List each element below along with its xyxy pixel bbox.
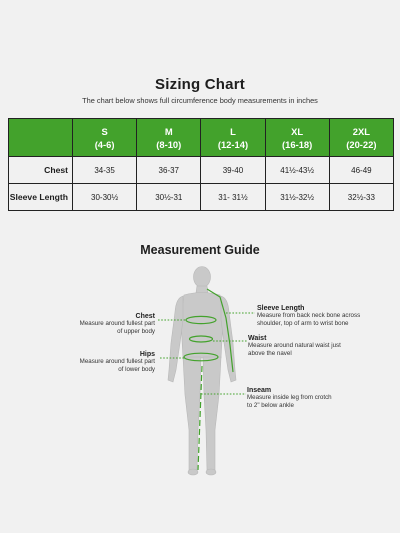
table-cell: 36-37: [137, 157, 201, 184]
measurement-guide-title: Measurement Guide: [140, 243, 260, 257]
table-cell: 30-30½: [73, 184, 137, 211]
inseam-label-name: Inseam: [247, 387, 272, 394]
table-cell: 32½-33: [329, 184, 393, 211]
sleeve-length-label-name: Sleeve Length: [257, 305, 305, 312]
chart-title: Sizing Chart: [155, 76, 245, 93]
sleeve-length-label: [257, 305, 367, 327]
table-cell: 31- 31½: [201, 184, 265, 211]
waist-label: [248, 335, 348, 357]
hips-label: [78, 351, 155, 373]
table-cell: 31½-32½: [265, 184, 329, 211]
right-foot-shape: [206, 469, 216, 475]
size-header: L (12-14): [201, 119, 265, 157]
row-label-chest: Chest: [9, 157, 73, 184]
row-label-sleeve-length: Sleeve Length: [9, 184, 73, 211]
hips-label-name: Hips: [139, 351, 155, 358]
left-leg-shape: [183, 357, 201, 470]
chart-subtitle: The chart below shows full circumference body measurements in inches: [82, 96, 318, 105]
size-header: S (4-6): [73, 119, 137, 157]
neck-shape: [196, 286, 208, 293]
size-header: 2XL (20-22): [329, 119, 393, 157]
waist-label-name: Waist: [248, 335, 267, 342]
inseam-label-desc: Measure inside leg from crotch to 2" below ankle: [247, 394, 332, 409]
size-header: M (8-10): [137, 119, 201, 157]
inseam-label: [247, 387, 337, 409]
table-cell: 41½-43½: [265, 157, 329, 184]
table-cell: 30½-31: [137, 184, 201, 211]
hips-label-desc: Measure around fullest part of lower body: [79, 358, 155, 373]
table-cell: 39-40: [201, 157, 265, 184]
right-leg-shape: [203, 357, 221, 470]
head-shape: [194, 267, 211, 288]
size-header: XL (16-18): [265, 119, 329, 157]
waist-label-desc: Measure around natural waist just above the navel: [248, 342, 341, 357]
table-cell: 34-35: [73, 157, 137, 184]
chest-label-desc: Measure around fullest part of upper body: [79, 320, 155, 335]
table-cell: 46-49: [329, 157, 393, 184]
left-arm-shape: [168, 296, 183, 382]
chest-label-name: Chest: [135, 313, 155, 320]
sleeve-length-label-desc: Measure from back neck bone across shoulder, top of arm to wrist bone: [257, 312, 361, 327]
torso-shape: [181, 293, 223, 359]
left-foot-shape: [188, 469, 198, 475]
chest-label: [78, 313, 155, 335]
